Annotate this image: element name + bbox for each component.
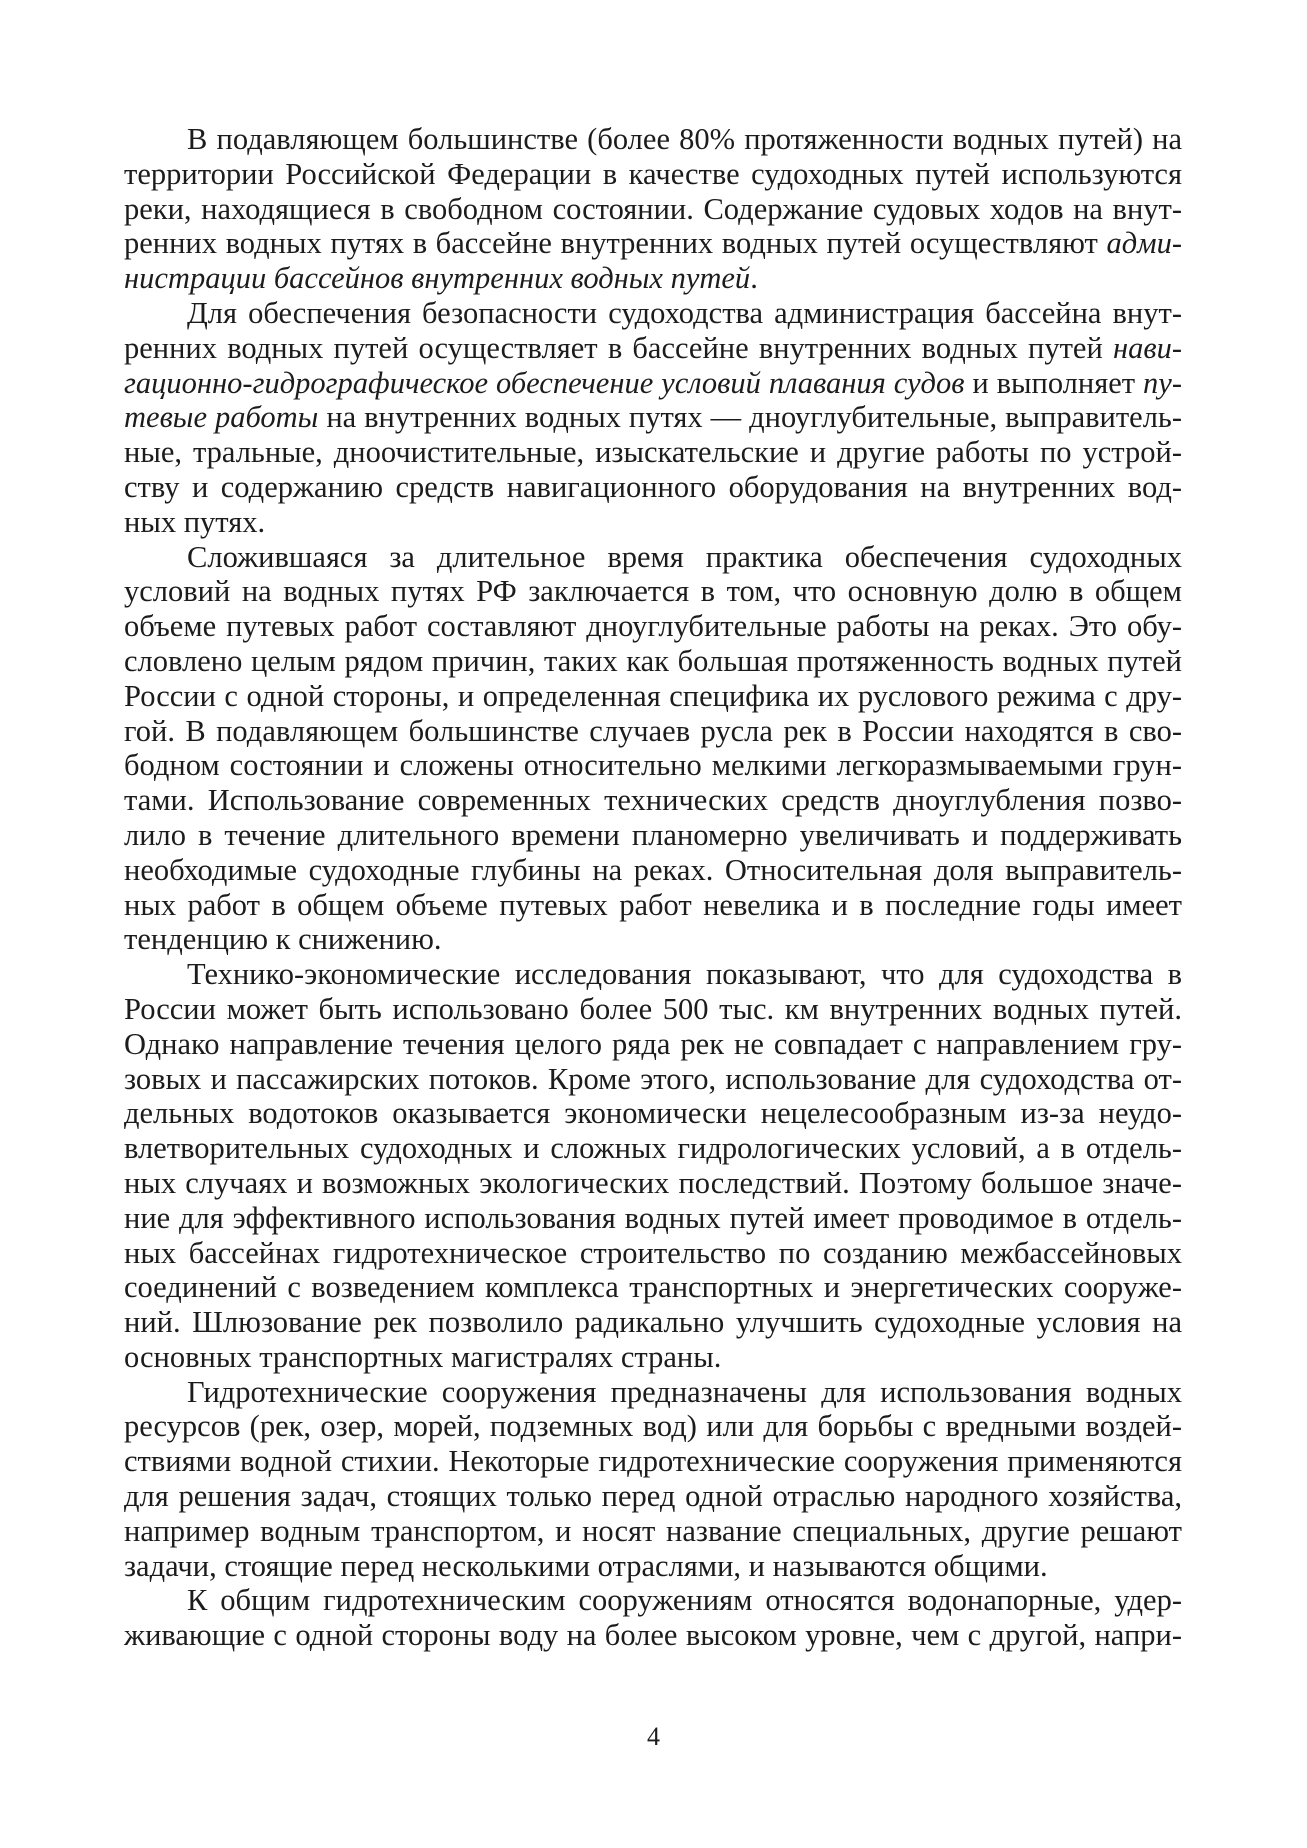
text-segment: ренних водных путей осуществляет в бассейне внутренних водных путей (124, 330, 1113, 365)
text-line (124, 400, 1182, 435)
paragraph-3 (124, 540, 1182, 958)
text-line: необходимые судоходные глубины на реках. Относительная доля выправитель- (124, 852, 1182, 887)
text-line: Для обеспечения безопасности судоходства администрация бассейна внут- (187, 295, 1182, 330)
text-line: реки, находящиеся в свободном состоянии. Содержание судовых ходов на внут- (124, 191, 1182, 226)
italic-term: тевые работы (124, 400, 319, 435)
text-line: ний. Шлюзование рек позволило радикально улучшить судоходные условия на (124, 1305, 1182, 1340)
italic-term: пу- (1143, 365, 1182, 400)
text-line (124, 261, 1182, 296)
text-line: соединений с возведением комплекса транспортных и энергетических сооруже- (124, 1270, 1182, 1305)
text-line: например водным транспортом, и носят название специальных, другие решают (124, 1513, 1182, 1548)
text-line: В подавляющем большинстве (более 80% протяженности водных путей) на (187, 122, 1182, 156)
paragraph-4 (124, 957, 1182, 1375)
text-line (124, 366, 1182, 401)
text-line: задачи, стоящие перед несколькими отраслями, и называются общими. (124, 1548, 1048, 1583)
text-line: Гидротехнические сооружения предназначены для использования водных (187, 1374, 1182, 1409)
text-line: ству и содержанию средств навигационного оборудования на внутренних вод- (124, 469, 1182, 504)
text-line: тами. Использование современных технических средств дноуглубления позво- (124, 783, 1182, 818)
text-line: ных бассейнах гидротехническое строительство по созданию межбассейновых (124, 1235, 1182, 1270)
text-line: территории Российской Федерации в качестве судоходных путей используются (124, 156, 1182, 191)
paragraph-2 (124, 296, 1182, 540)
text-line: ние для эффективного использования водных путей имеет проводимое в отдель- (124, 1200, 1182, 1235)
text-segment: . (750, 261, 758, 296)
text-line: ные, тральные, дноочистительные, изыскательские и другие работы по устрой- (124, 435, 1182, 470)
paragraph-5 (124, 1375, 1182, 1584)
italic-term: гационно-гидрографическое обеспечение условий плавания судов (124, 365, 965, 400)
text-line: ресурсов (рек, озер, морей, подземных вод) или для борьбы с вредными воздей- (124, 1409, 1182, 1444)
paragraph-6 (124, 1583, 1182, 1653)
text-line (124, 226, 1182, 261)
page-number: 4 (647, 1722, 660, 1751)
text-line: Технико-экономические исследования показывают, что для судоходства в (187, 957, 1182, 992)
text-line: живающие с одной стороны воду на более высоком уровне, чем с другой, напри- (124, 1618, 1182, 1653)
paragraph-1 (124, 122, 1182, 296)
text-line: словлено целым рядом причин, таких как большая протяженность водных путей (124, 643, 1182, 678)
text-line: Сложившаяся за длительное время практика обеспечения судоходных (187, 539, 1182, 574)
text-line: России может быть использовано более 500 тыс. км внутренних водных путей. (124, 991, 1182, 1026)
text-line: условий на водных путях РФ заключается в том, что основную долю в общем (124, 574, 1182, 609)
text-line: влетворительных судоходных и сложных гидрологических условий, а в отдель- (124, 1131, 1182, 1166)
italic-term: нистрации бассейнов внутренних водных путей (124, 261, 751, 296)
document-body (124, 122, 1182, 1653)
italic-term: нави- (1112, 330, 1182, 365)
text-line: тенденцию к снижению. (124, 922, 442, 957)
text-line: основных транспортных магистралях страны. (124, 1339, 722, 1374)
text-line: России с одной стороны, и определенная специфика их руслового режима с дру- (124, 678, 1182, 713)
text-line: объеме путевых работ составляют дноуглубительные работы на реках. Это обу- (124, 609, 1182, 644)
text-line: для решения задач, стоящих только перед одной отраслью народного хозяйства, (124, 1479, 1182, 1514)
text-segment: и выполняет (964, 365, 1144, 400)
text-line: Однако направление течения целого ряда рек не совпадает с направлением гру- (124, 1026, 1182, 1061)
text-line: ных путях. (124, 504, 266, 539)
text-line: лило в течение длительного времени планомерно увеличивать и поддерживать (124, 817, 1182, 852)
text-line: К общим гидротехническим сооружениям относятся водонапорные, удер- (187, 1583, 1182, 1618)
text-line: ных случаях и возможных экологических последствий. Поэтому большое значе- (124, 1165, 1182, 1200)
text-segment: ренних водных путях в бассейне внутренних водных путей осуществляют (124, 226, 1107, 261)
text-segment: на внутренних водных путях — дноуглубительные, выправитель- (318, 400, 1182, 435)
text-line: ствиями водной стихии. Некоторые гидротехнические сооружения применяются (124, 1444, 1182, 1479)
text-line: ных работ в общем объеме путевых работ невелика и в последние годы имеет (124, 887, 1182, 922)
text-line: дельных водотоков оказывается экономически нецелесообразным из-за неудо- (124, 1096, 1182, 1131)
text-line (124, 331, 1182, 366)
italic-term: адми- (1106, 226, 1182, 261)
text-line: бодном состоянии и сложены относительно мелкими легкоразмываемыми грун- (124, 748, 1182, 783)
text-line: зовых и пассажирских потоков. Кроме этого, использование для судоходства от- (124, 1061, 1182, 1096)
text-line: гой. В подавляющем большинстве случаев русла рек в России находятся в сво- (124, 713, 1182, 748)
